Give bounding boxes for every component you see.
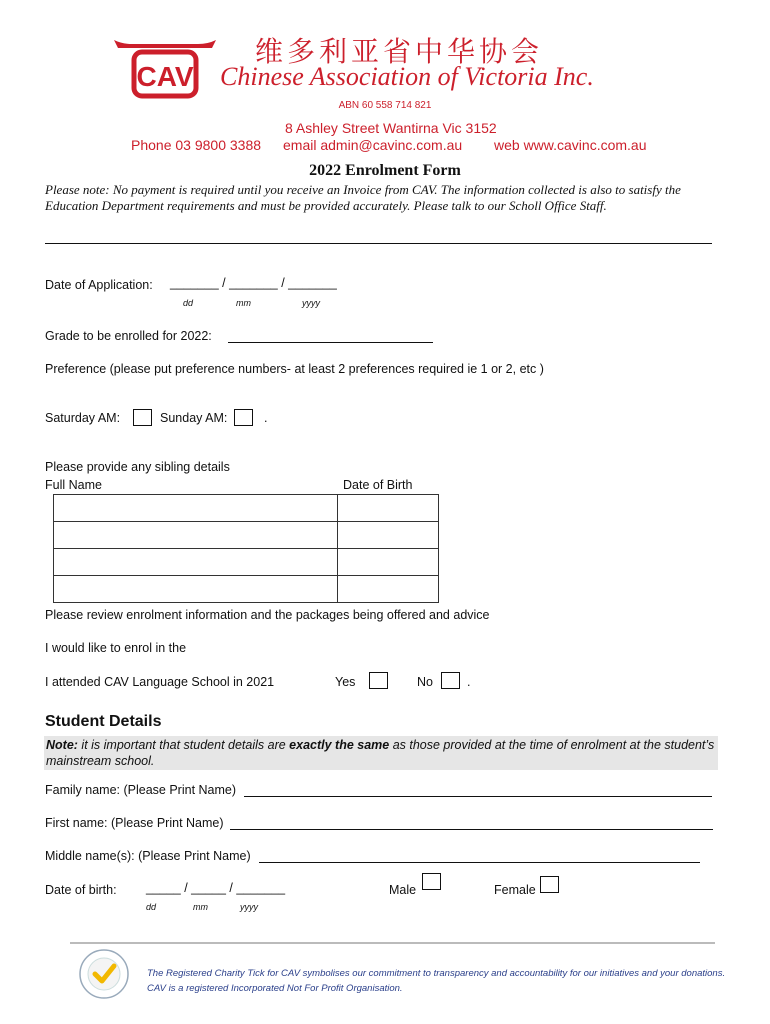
date-mm-hint: mm bbox=[236, 298, 251, 308]
table-row bbox=[54, 576, 439, 603]
sibling-name-cell[interactable] bbox=[54, 549, 338, 576]
review-text: Please review enrolment information and the packages being offered and advice bbox=[45, 608, 490, 622]
logo-mark-text: CAV bbox=[136, 61, 194, 92]
sibling-name-cell[interactable] bbox=[54, 522, 338, 549]
sibling-name-cell[interactable] bbox=[54, 495, 338, 522]
dob-dd-hint: dd bbox=[146, 902, 157, 912]
table-row bbox=[54, 522, 439, 549]
dob-mm-hint: mm bbox=[193, 902, 208, 912]
sibling-name-cell[interactable] bbox=[54, 576, 338, 603]
grade-input[interactable] bbox=[228, 342, 433, 343]
grade-label: Grade to be enrolled for 2022: bbox=[45, 329, 212, 343]
date-of-application-field[interactable]: _______ / _______ / _______ bbox=[170, 276, 337, 290]
preference-instructions: Preference (please put preference numbers- at least 2 preferences required ie 1 or 2, etc ) bbox=[45, 362, 544, 376]
date-of-application-label: Date of Application: bbox=[45, 278, 153, 292]
sibling-dob-cell[interactable] bbox=[338, 522, 439, 549]
divider bbox=[45, 243, 712, 244]
saturday-label: Saturday AM: bbox=[45, 411, 121, 425]
website-link[interactable]: web www.cavinc.com.au bbox=[494, 137, 647, 153]
attended-question: I attended CAV Language School in 2021 bbox=[45, 675, 275, 689]
note-part1: it is important that student details are bbox=[77, 738, 290, 752]
footer-divider bbox=[70, 942, 715, 944]
yes-checkbox[interactable] bbox=[369, 672, 388, 689]
middle-name-label: Middle name(s): (Please Print Name) bbox=[45, 849, 251, 863]
no-checkbox[interactable] bbox=[441, 672, 460, 689]
enrol-text: I would like to enrol in the bbox=[45, 641, 187, 655]
org-name-chinese: 维多利亚省中华协会 bbox=[255, 35, 544, 68]
phone: Phone 03 9800 3388 bbox=[131, 137, 262, 153]
note-emphasis: exactly the same bbox=[289, 738, 390, 752]
payment-note: Please note: No payment is required until you receive an Invoice from CAV. The information collected is also to satisfy the Education Department requirements and must be provided accurately. Please talk to our Scholl Office Staff. bbox=[45, 182, 681, 213]
sibling-dob-cell[interactable] bbox=[338, 576, 439, 603]
student-details-heading: Student Details bbox=[45, 713, 162, 730]
first-name-input[interactable] bbox=[230, 829, 713, 830]
period: . bbox=[467, 675, 471, 689]
middle-name-input[interactable] bbox=[259, 862, 700, 863]
dob-yyyy-hint: yyyy bbox=[240, 902, 258, 912]
note-prefix: Note: bbox=[46, 738, 78, 752]
charity-statement: The Registered Charity Tick for CAV symbolises our commitment to transparency and accountability for our initiatives and your donations. CAV is a registered Incorporated Not For Profit Organisation. bbox=[147, 968, 726, 994]
male-label: Male bbox=[389, 883, 417, 897]
female-checkbox[interactable] bbox=[540, 876, 559, 893]
student-note bbox=[44, 736, 718, 770]
yes-label: Yes bbox=[335, 675, 356, 689]
family-name-label: Family name: (Please Print Name) bbox=[45, 783, 237, 797]
sunday-label: Sunday AM: bbox=[160, 411, 228, 425]
saturday-checkbox[interactable] bbox=[133, 409, 152, 426]
sibling-dob-cell[interactable] bbox=[338, 549, 439, 576]
address: 8 Ashley Street Wantirna Vic 3152 bbox=[285, 120, 497, 136]
sibling-table bbox=[53, 494, 439, 603]
table-row bbox=[54, 549, 439, 576]
sibling-col-full-name: Full Name bbox=[45, 478, 102, 492]
sibling-intro: Please provide any sibling details bbox=[45, 460, 230, 474]
female-label: Female bbox=[494, 883, 536, 897]
family-name-input[interactable] bbox=[244, 796, 712, 797]
male-checkbox[interactable] bbox=[422, 873, 441, 890]
registered-charity-badge bbox=[78, 948, 130, 1000]
date-yyyy-hint: yyyy bbox=[302, 298, 320, 308]
first-name-label: First name: (Please Print Name) bbox=[45, 816, 224, 830]
sibling-dob-cell[interactable] bbox=[338, 495, 439, 522]
period: . bbox=[264, 411, 268, 425]
table-row bbox=[54, 495, 439, 522]
cav-logo bbox=[112, 30, 218, 100]
date-dd-hint: dd bbox=[183, 298, 194, 308]
dob-field[interactable]: _____ / _____ / _______ bbox=[146, 881, 286, 895]
email-link[interactable]: email admin@cavinc.com.au bbox=[283, 137, 463, 153]
sibling-col-dob: Date of Birth bbox=[343, 478, 413, 492]
sunday-checkbox[interactable] bbox=[234, 409, 253, 426]
abn-number: ABN 60 558 714 821 bbox=[338, 100, 432, 111]
form-title: 2022 Enrolment Form bbox=[309, 162, 461, 179]
note-part2: as those provided at the time of enrolment at the student’s mainstream school. bbox=[46, 738, 715, 768]
no-label: No bbox=[417, 675, 433, 689]
org-name-english: Chinese Association of Victoria Inc. bbox=[220, 62, 594, 91]
dob-label: Date of birth: bbox=[45, 883, 117, 897]
